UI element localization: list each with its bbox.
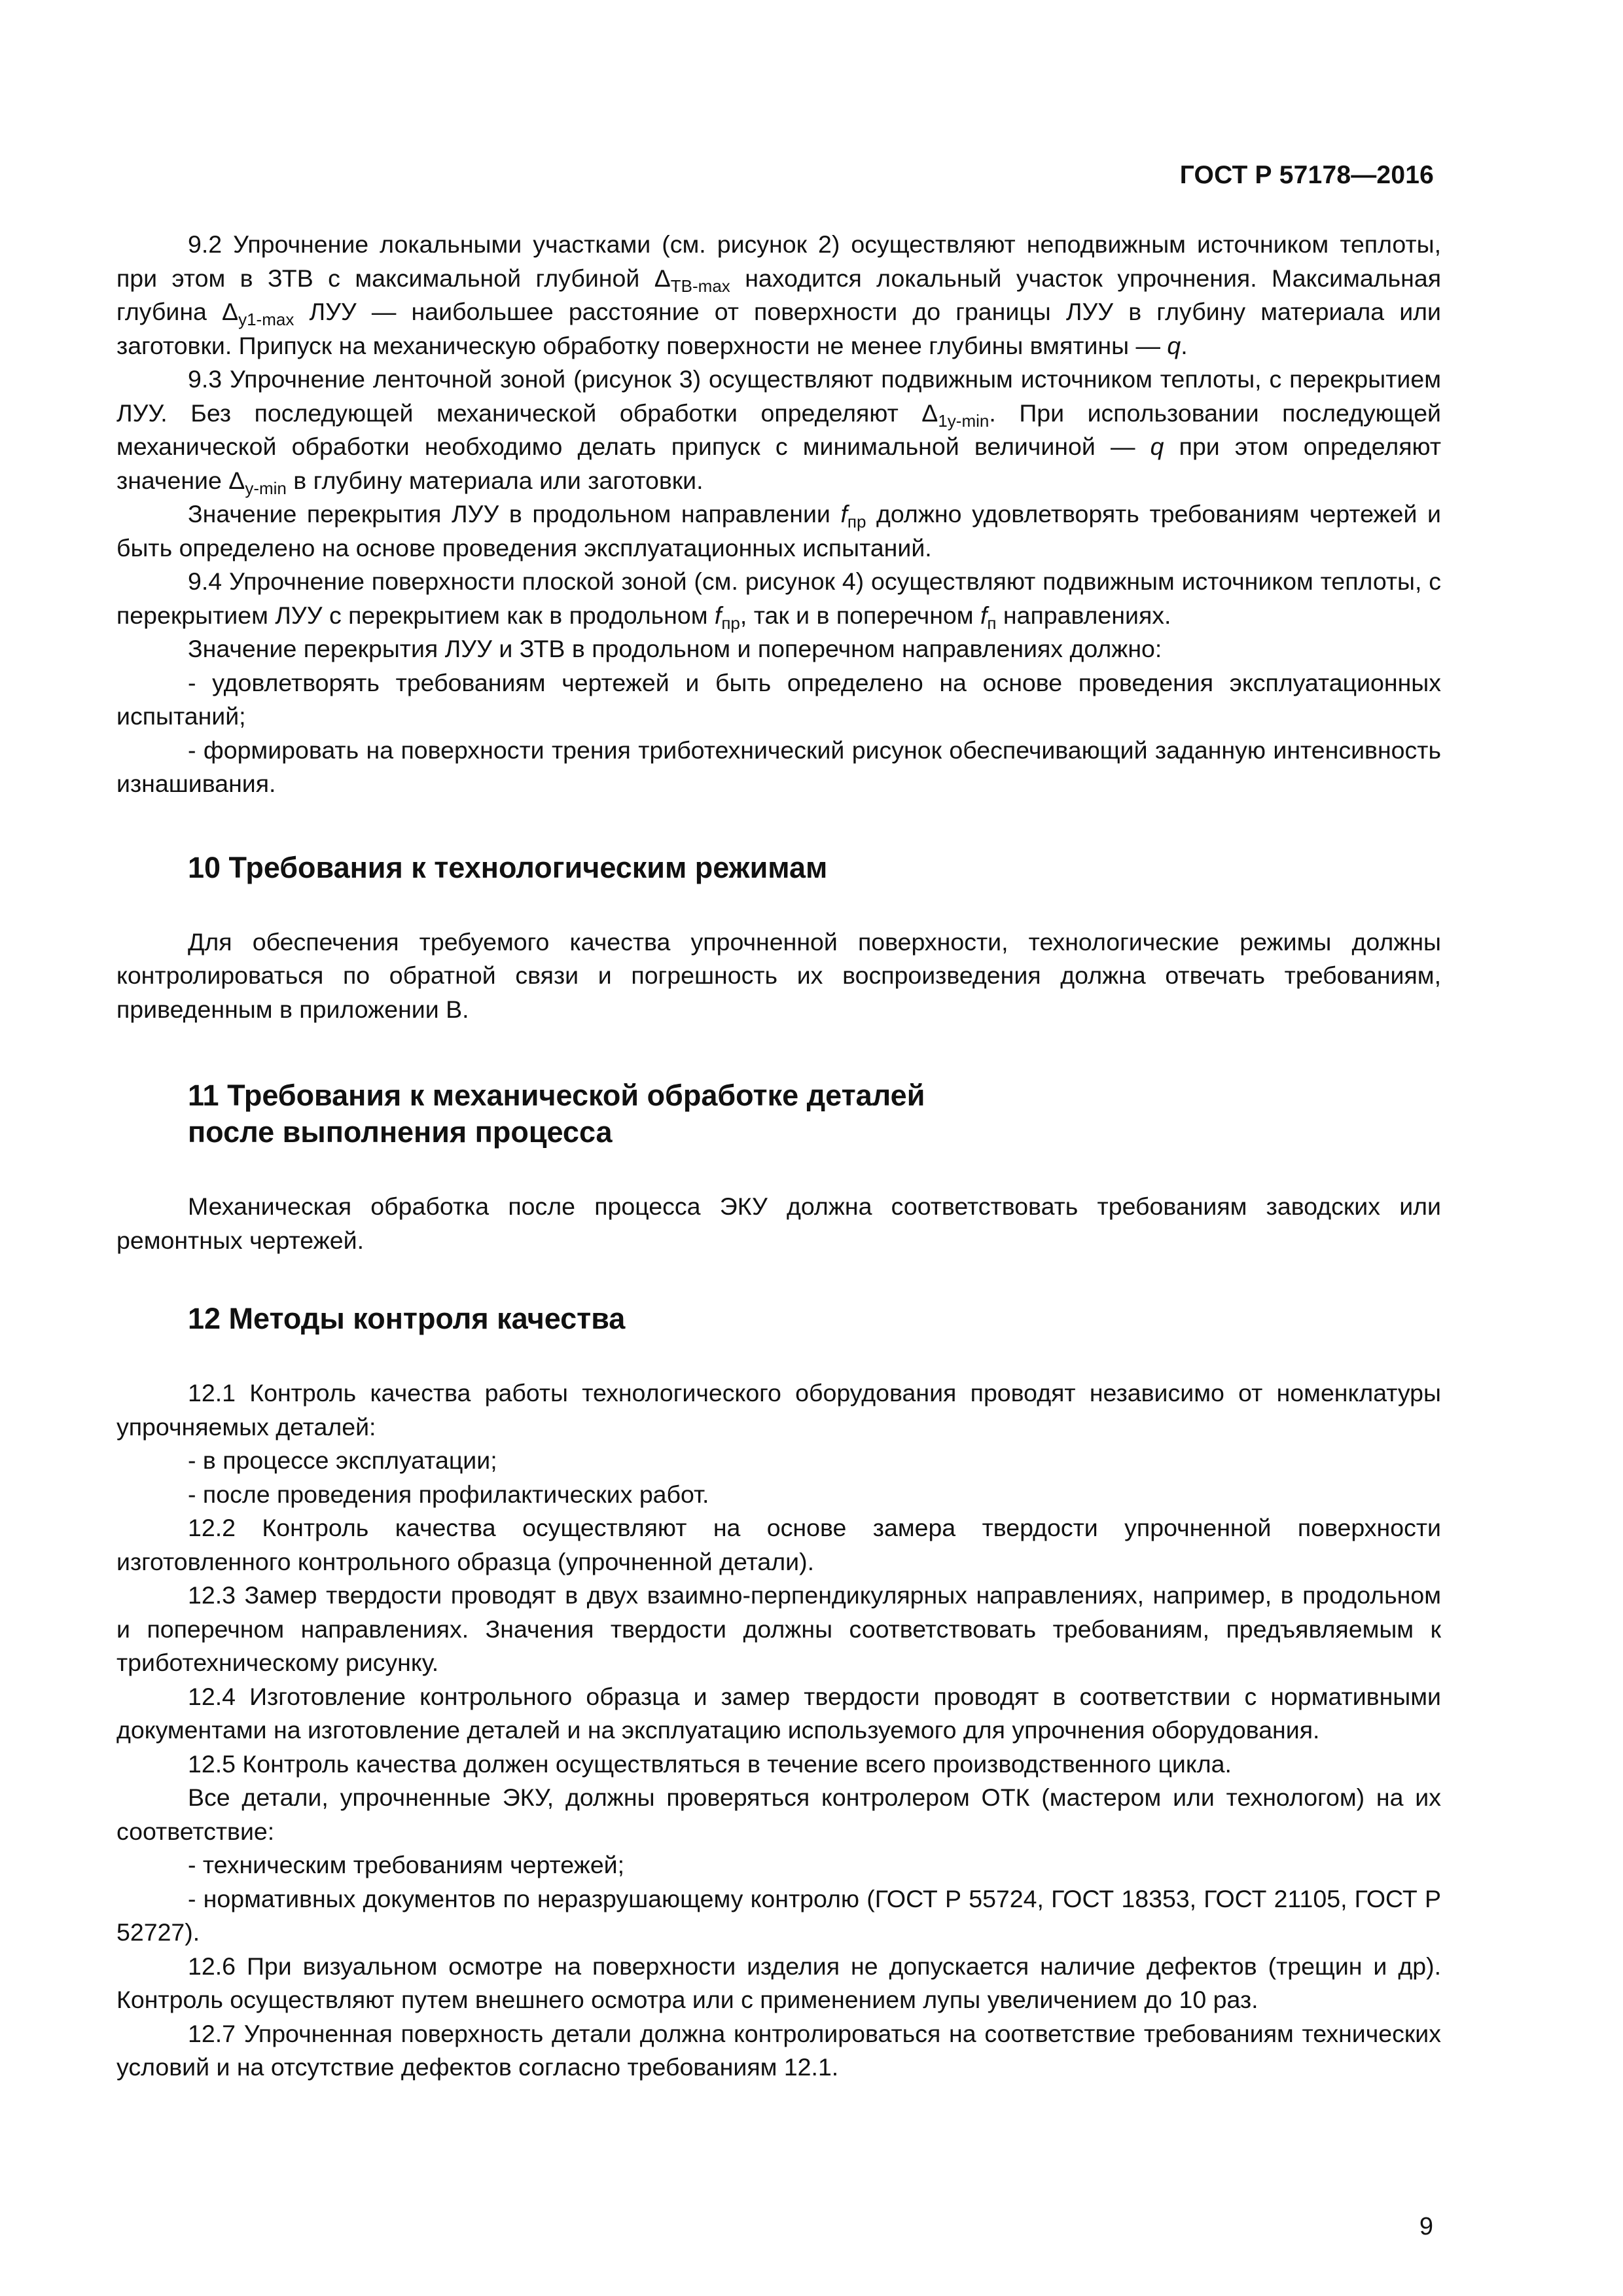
paragraph-9-4 [116, 565, 1441, 632]
text-run: 9.3 Упрочнение ленточной зоной (рисунок 3) осуществляют подвижным источником теплоты, с перекрытием ЛУУ. Без последующей механической обработки определяют Δ [116, 365, 1441, 427]
text-run: направлениях. [996, 601, 1171, 629]
paragraph-otk-inspection: Все детали, упрочненные ЭКУ, должны проверяться контролером ОТК (мастером или технологом) на их соответствие: [116, 1784, 1441, 1845]
heading-line: 11 Требования к механической обработке деталей [188, 1079, 925, 1112]
text-run: ЛУУ — наибольшее расстояние от поверхности до границы ЛУУ в глубину материала или заготовки. Припуск на механическую обработку поверхности не менее глубины вмятины — [116, 298, 1441, 359]
variable: f [714, 601, 722, 629]
section-heading-10: 10 Требования к технологическим режимам [188, 850, 828, 884]
paragraph-9-2 [116, 228, 1441, 363]
list-item: - формировать на поверхности трения триботехнический рисунок обеспечивающий заданную интенсивность изнашивания. [116, 736, 1441, 797]
section-heading-11 [116, 1077, 1441, 1151]
list-item: - удовлетворять требованиям чертежей и быть определено на основе проведения эксплуатационных испытаний; [116, 668, 1441, 730]
paragraph-section-10: Для обеспечения требуемого качества упрочненной поверхности, технологические режимы должны контролироваться по обратной связи и погрешность их воспроизведения должна отвечать требованиям, приведенным в приложении В. [116, 927, 1441, 1023]
list-item: - нормативных документов по неразрушающему контролю (ГОСТ Р 55724, ГОСТ 18353, ГОСТ 21105, ГОСТ Р 52727). [116, 1884, 1441, 1946]
subscript: пр [721, 613, 740, 633]
variable: q [1150, 433, 1164, 460]
variable: q [1167, 331, 1181, 359]
text-run: должно удовлетворять требованиям чертежей и быть определено на основе проведения эксплуатационных испытаний. [116, 500, 1441, 562]
text-run: . [1181, 331, 1188, 359]
subscript: п [987, 613, 997, 633]
subscript: пр [847, 512, 866, 531]
paragraph-overlap-longitudinal [116, 497, 1441, 565]
text-run: находится локальный участок упрочнения. Максимальная глубина Δ [116, 264, 1442, 325]
subscript: 1y-min [938, 410, 990, 431]
paragraph-12-3: 12.3 Замер твердости проводят в двух взаимно-перпендикулярных направлениях, например, в продольном и поперечном направлениях. Значения твердости должны соответствовать требованиям, предъявляемым к триботехническому рисунку. [116, 1581, 1441, 1676]
page-number: 9 [1419, 2213, 1433, 2240]
text-run: при этом определяют значение Δ [116, 433, 1441, 494]
text-run: 9.2 Упрочнение локальными участками (см. рисунок 2) осуществляют неподвижным источником теплоты, при этом в ЗТВ с максимальной глубиной Δ [116, 230, 1441, 292]
paragraph-9-3 [116, 363, 1441, 497]
text-run: Значение перекрытия ЛУУ в продольном направлении [188, 500, 841, 528]
heading-line: после выполнения процесса [188, 1115, 613, 1149]
subscript: ТВ-max [670, 276, 730, 296]
paragraph-section-11: Механическая обработка после процесса ЭКУ должна соответствовать требованиям заводских или ремонтных чертежей. [116, 1193, 1441, 1254]
paragraph-12-7: 12.7 Упрочненная поверхность детали должна контролироваться на соответствие требованиям технических условий и на отсутствие дефектов согласно требованиям 12.1. [116, 2019, 1441, 2081]
paragraph-12-6: 12.6 При визуальном осмотре на поверхности изделия не допускается наличие дефектов (трещин и др). Контроль осуществляют путем внешнего осмотра или с применением лупы увеличением до 10 раз. [116, 1952, 1441, 2013]
text-run: в глубину материала или заготовки. [286, 466, 704, 494]
list-item: - в процессе эксплуатации; [188, 1446, 497, 1474]
section-heading-12: 12 Методы контроля качества [188, 1302, 626, 1335]
paragraph-12-2: 12.2 Контроль качества осуществляют на основе замера твердости упрочненной поверхности изготовленного контрольного образца (упрочненной детали). [116, 1514, 1441, 1575]
text-run: . При использовании последующей механической обработки необходимо делать припуск с минимальной величиной — [116, 399, 1442, 460]
subscript: y1-max [238, 310, 294, 329]
text-run: , так и в поперечном [740, 601, 980, 629]
page-content [116, 228, 1441, 2085]
text-run: 9.4 Упрочнение поверхности плоской зоной (см. рисунок 4) осуществляют подвижным источником теплоты, с перекрытием ЛУУ с перекрытием как в продольном [116, 567, 1441, 629]
subscript: y-min [245, 478, 287, 498]
paragraph-12-1: 12.1 Контроль качества работы технологического оборудования проводят независимо от номенклатуры упрочняемых деталей: [116, 1379, 1441, 1441]
list-item: - техническим требованиям чертежей; [188, 1851, 625, 1878]
paragraph-12-5: 12.5 Контроль качества должен осуществляться в течение всего производственного цикла. [188, 1749, 1232, 1778]
paragraph-overlap-requirements: Значение перекрытия ЛУУ и ЗТВ в продольном и поперечном направлениях должно: [188, 635, 1162, 662]
list-item: - после проведения профилактических работ. [188, 1480, 709, 1508]
paragraph-12-4: 12.4 Изготовление контрольного образца и замер твердости проводят в соответствии с нормативными документами на изготовление деталей и на эксплуатацию используемого для упрочнения оборудования. [116, 1682, 1441, 1744]
variable: f [980, 601, 988, 629]
document-header-standard-id: ГОСТ Р 57178—2016 [1179, 161, 1434, 189]
variable: f [840, 500, 847, 528]
